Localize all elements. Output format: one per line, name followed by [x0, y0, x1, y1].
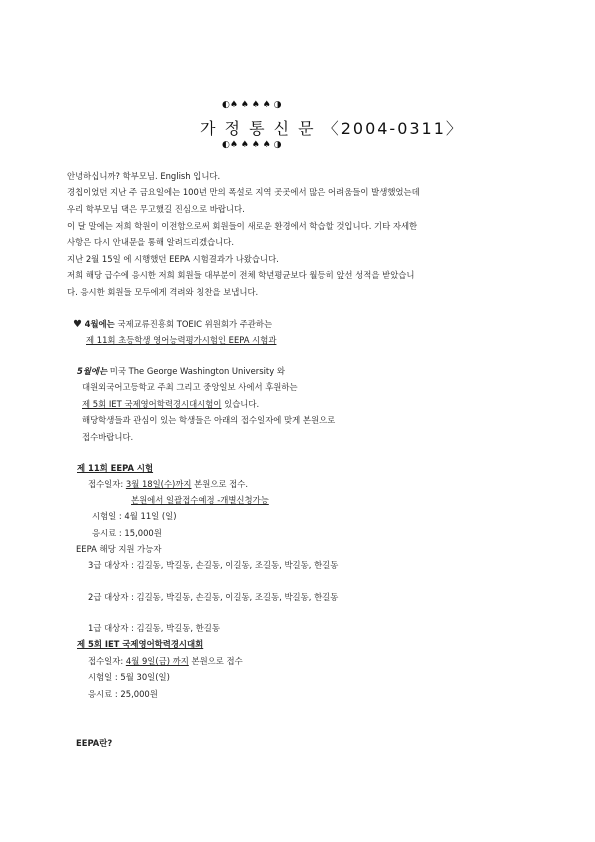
intro-line: 안녕하십니까? 학부모님. English 입니다.: [67, 171, 221, 181]
intro-line: 우리 학부모님 댁은 무고했길 진심으로 바랍니다.: [67, 204, 245, 214]
may-line-1-text: 미국 The George Washington University 와: [107, 366, 285, 376]
intro-line: 이 달 말에는 저희 학원이 이전함으로써 회원들이 새로운 환경에서 학습할 것입니다. 기타 자세한: [67, 221, 418, 231]
header-decoration-bottom: ◐♠ ♠ ♠ ♠ ◑: [222, 140, 282, 150]
april-line-1: [73, 319, 272, 330]
iet-exam-name: 제 5회 IET 국제영어학력경시대시험이: [82, 399, 222, 409]
intro-line: 경칩이었던 지난 주 금요일에는 100년 만의 폭설로 지역 곳곳에서 많은 어려움들이 발생했었는데: [67, 187, 420, 197]
iet5-exam-day: 시험일 : 5월 30일(일): [88, 672, 170, 682]
iet5-reg-rest: 본원으로 접수: [188, 656, 243, 666]
intro-line: 다. 응시한 회원들 모두에게 격려와 칭찬을 보냅니다.: [67, 287, 259, 297]
april-lead: 4월에는: [84, 319, 115, 329]
eepa11-reg-note: 본원에서 일괄접수예정 -개별신청가능: [131, 495, 269, 505]
intro-line: 사항은 다시 안내문을 통해 알려드리겠습니다.: [67, 237, 235, 247]
eepa11-eligible: EEPA 해당 지원 가능자: [76, 544, 162, 554]
may-line-3-text: 있습니다.: [221, 399, 260, 409]
eepa11-heading: 제 11회 EEPA 시험: [77, 463, 154, 473]
intro-line: 저희 해당 급수에 응시한 저희 회원들 대부분이 전체 학년평균보다 월등히 앞선 성적을 받았습니: [67, 270, 415, 280]
eepa11-reg-label: 접수일자:: [88, 479, 126, 489]
eepa11-reg-value: 3월 18일(수)까지: [125, 479, 192, 489]
header-decoration-top: ◐♠ ♠ ♠ ♠ ◑: [222, 100, 282, 110]
eepa11-registration: [88, 479, 248, 489]
may-line-4: 해당학생들과 관심이 있는 학생들은 아래의 접수일자에 맞게 본원으로: [82, 415, 336, 425]
april-line-2: 제 11회 초등학생 영어능력평가시험인 EEPA 시험과: [86, 335, 277, 345]
heart-icon: ♥: [73, 319, 82, 330]
eepa11-grade3: 3급 대상자 : 김길동, 박길동, 손길동, 이길동, 조길동, 박길동, 한길동: [88, 560, 339, 570]
may-line-1: [77, 366, 285, 376]
page-title: 가 정 통 신 문 〈2004-0311〉: [200, 119, 464, 138]
iet5-reg-label: 접수일자:: [88, 656, 126, 666]
iet5-heading: 제 5회 IET 국제영어학력경시대회: [77, 639, 204, 649]
april-line-1-text: 국제교류진흥회 TOEIC 위원회가 주관하는: [114, 319, 273, 329]
intro-line: 지난 2월 15일 에 시행했던 EEPA 시험결과가 나왔습니다.: [67, 254, 279, 264]
eepa11-fee: 응시료 : 15,000원: [92, 528, 162, 538]
eepa11-grade1: 1급 대상자 : 김길동, 박길동, 한길동: [88, 623, 220, 633]
eepa11-reg-rest: 본원으로 접수.: [191, 479, 249, 489]
eepa-question-heading: EEPA란?: [76, 738, 113, 748]
may-line-5: 접수바랍니다.: [82, 432, 134, 442]
eepa11-exam-day: 시험일 : 4월 11일 (일): [92, 511, 177, 521]
may-line-3: [82, 399, 259, 409]
iet5-registration: [88, 656, 243, 666]
may-line-2: 대원외국어고등학교 주최 그리고 중앙일보 사에서 후원하는: [82, 382, 298, 392]
may-lead: 5월에는: [77, 366, 108, 376]
iet5-reg-value: 4월 9일(금) 까지: [125, 656, 189, 666]
eepa11-grade2: 2급 대상자 : 김길동, 박길동, 손길동, 이길동, 조길동, 박길동, 한길동: [88, 592, 339, 602]
iet5-fee: 응시료 : 25,000원: [88, 689, 158, 699]
